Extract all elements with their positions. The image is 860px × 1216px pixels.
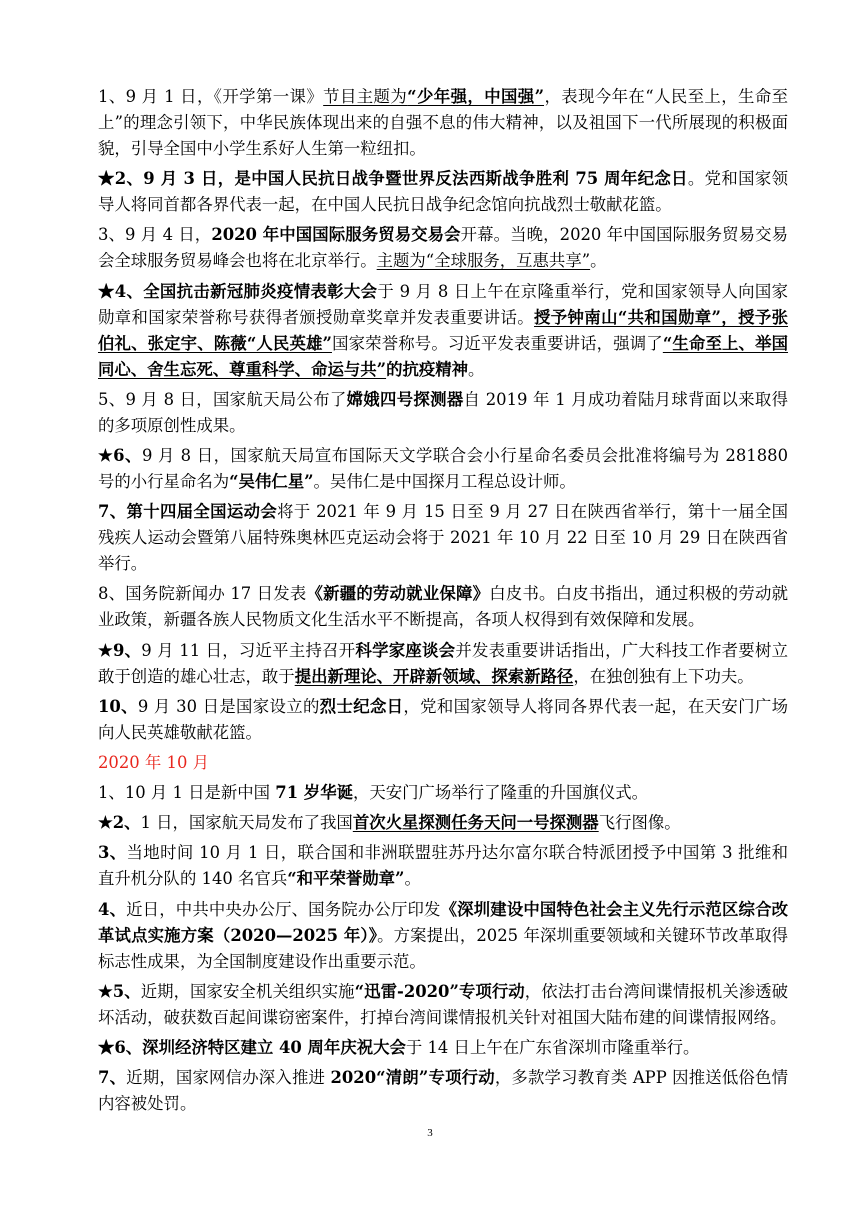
text-run: ，表现今年在“人民至上，生命至上”的理念引领下，中华民族体现出来的自强不息的伟大精神，以及祖国下一代所展现的积极面貌，引导全国中小学生系好人生第一粒纽扣。: [98, 87, 789, 158]
text-run: 节目主题为: [323, 87, 408, 106]
text-run: 2020 年中国国际服务贸易交易会: [211, 225, 461, 245]
text-run: 。: [468, 359, 485, 379]
news-item: [98, 1035, 788, 1061]
text-run: ，多款学习教育类 APP 因推送低俗色情内容被处罚。: [98, 1068, 788, 1114]
text-run: 4、: [98, 899, 127, 919]
text-run: 《深圳建设中国特色社会主义先行示范区综合改革试点实施方案（2020—2025 年）》: [98, 899, 789, 945]
text-run: 主题为“全球服务，互惠共享”: [376, 251, 591, 271]
text-run: 。: [590, 251, 607, 271]
text-run: 的抗疫精神: [386, 359, 469, 379]
text-run: 中国人民抗日战争暨世界反法西斯战争胜利 75 周年纪念日: [251, 169, 688, 189]
text-run: ★5、: [98, 981, 141, 1001]
text-run: 71 岁华诞: [275, 783, 353, 803]
text-run: “迅雷-2020”专项行动: [354, 981, 525, 1001]
text-run: “少年强，中国强”: [407, 87, 545, 106]
text-run: 自 2019 年 1 月成功着陆月球背面以来取得的多项原创性成果。: [98, 389, 788, 435]
text-run: 9 月 8 日，国家航天局宣布国际天文学联合会小行星命名委员会批准将编号为 281880 号的小行星命名为: [98, 445, 788, 491]
news-item: [98, 222, 788, 274]
text-run: 提出新理论、开辟新领域、探索新路径: [294, 666, 574, 686]
text-run: ，天安门广场举行了隆重的升国旗仪式。: [352, 783, 649, 803]
text-run: ★2、: [98, 813, 141, 833]
text-run: “和平荣誉勋章”: [287, 869, 405, 889]
text-run: 8、国务院新闻办 17 日发表: [98, 584, 307, 604]
text-run: ，依法打击台湾间谍情报机关渗透破坏活动，破获数百起间谍窃密案件，打掉台湾间谍情报机关针对祖国大陆布建的间谍情报网络。: [98, 981, 789, 1027]
text-run: 2020 年 10 月: [98, 752, 209, 772]
text-run: 5、9 月 8 日，国家航天局公布了: [98, 389, 347, 409]
news-item: [98, 810, 788, 836]
text-run: 9 月 11 日，习近平主持召开: [141, 640, 356, 660]
news-item: [98, 694, 788, 746]
text-run: 3、: [98, 843, 127, 863]
text-run: ★2、9 月 3 日，是: [98, 169, 252, 189]
news-item: [98, 279, 788, 383]
news-item: [98, 638, 788, 690]
page-number: 3: [427, 1127, 433, 1139]
news-item: [98, 499, 788, 577]
news-item: [98, 780, 788, 806]
text-run: 7、: [98, 1068, 127, 1088]
text-run: 当地时间 10 月 1 日，联合国和非洲联盟驻苏丹达尔富尔联合特派团授予中国第 3 批维和直升机分队的 140 名官兵: [98, 843, 788, 889]
news-item: [98, 840, 788, 892]
text-run: 开幕。当晚，2020 年中国国际服务贸易交易会全球服务贸易峰会也将在北京举行。: [98, 225, 788, 271]
text-run: 3、9 月 4 日，: [98, 225, 212, 245]
text-run: 《新疆的劳动就业保障》: [306, 584, 490, 604]
text-run: 近日，中共中央办公厅、国务院办公厅印发: [126, 899, 441, 919]
text-run: 近期，国家网信办深入推进: [126, 1068, 331, 1088]
text-run: 烈士纪念日: [319, 696, 404, 716]
text-run: ★9、: [98, 640, 142, 660]
text-run: 。吴伟仁是中国探月工程总设计师。: [313, 471, 576, 491]
news-item: [98, 897, 788, 975]
text-run: “生命至上、举国同心、舍生忘死、尊重科学、命运与共”: [98, 333, 789, 379]
news-item: [98, 979, 788, 1031]
text-run: 飞行图像。: [598, 813, 681, 833]
text-run: 1、9 月 1 日，《开学第一课》: [98, 87, 324, 106]
text-run: 于 14 日上午在广东省深圳市隆重举行。: [405, 1038, 700, 1057]
news-item: [98, 1065, 788, 1117]
news-item: [98, 581, 788, 633]
text-run: 首次火星探测任务天问一号探测器: [352, 813, 599, 833]
text-run: ★6、: [98, 445, 142, 465]
text-run: 嫦娥四号探测器: [346, 389, 464, 409]
text-run: 9 月 30 日是国家设立的: [137, 696, 320, 716]
document-body: [98, 84, 788, 1121]
text-run: 将于 2021 年 9 月 15 日至 9 月 27 日在陕西省举行，第十一届全国残疾人运动会暨第八届特殊奥林匹克运动会将于 2021 年 10 月 22 日至 10 月 29 日在陕西省举行。: [98, 502, 788, 574]
text-run: 于 9 月 8 日上午在京隆重举行，党和国家领导人向国家勋章和国家荣誉称号获得者颁授勋章奖章并发表重要讲话。: [98, 281, 788, 327]
news-item: [98, 443, 788, 495]
section-heading: [98, 750, 788, 776]
text-run: 。方案提出，2025 年深圳重要领域和关键环节改革取得标志性成果，为全国制度建设作出重要示范。: [98, 925, 789, 971]
text-run: 10、: [98, 696, 138, 716]
text-run: “吴伟仁星”: [229, 471, 314, 491]
text-run: ，党和国家领导人将同各界代表一起，在天安门广场向人民英雄敬献花篮。: [98, 696, 789, 742]
text-run: ，在独创独有上下功夫。: [573, 666, 754, 686]
text-run: 1 日，国家航天局发布了我国: [140, 813, 353, 833]
text-run: 白皮书。白皮书指出，通过积极的劳动就业政策，新疆各族人民物质文化生活水平不断提高，各项人权得到有效保障和发展。: [98, 584, 789, 630]
news-item: [98, 84, 788, 162]
text-run: 授予钟南山“共和国勋章”，授予张伯礼、张定宇、陈薇“人民英雄”: [98, 307, 789, 353]
text-run: ★4、全国抗击新冠肺炎疫情表彰大会: [98, 281, 378, 301]
text-run: 近期，国家安全机关组织实施: [140, 981, 355, 1001]
text-run: 。党和国家领导人将同首都各界代表一起，在中国人民抗日战争纪念馆向抗战烈士敬献花篮。: [98, 169, 788, 215]
text-run: 。: [404, 869, 421, 889]
text-run: 国家荣誉称号。习近平发表重要讲话，强调了: [331, 333, 663, 353]
text-run: 并发表重要讲话指出，广大科技工作者要树立敢于创造的雄心壮志，敢于: [98, 640, 788, 686]
text-run: ★6、深圳经济特区建立 40 周年庆祝大会: [98, 1038, 406, 1057]
news-item: [98, 166, 788, 218]
news-item: [98, 387, 788, 439]
text-run: 2020“清朗”专项行动: [330, 1068, 495, 1088]
text-run: 7、第十四届全国运动会: [98, 502, 278, 522]
text-run: 1、10 月 1 日是新中国: [98, 783, 276, 803]
text-run: 科学家座谈会: [355, 640, 456, 660]
